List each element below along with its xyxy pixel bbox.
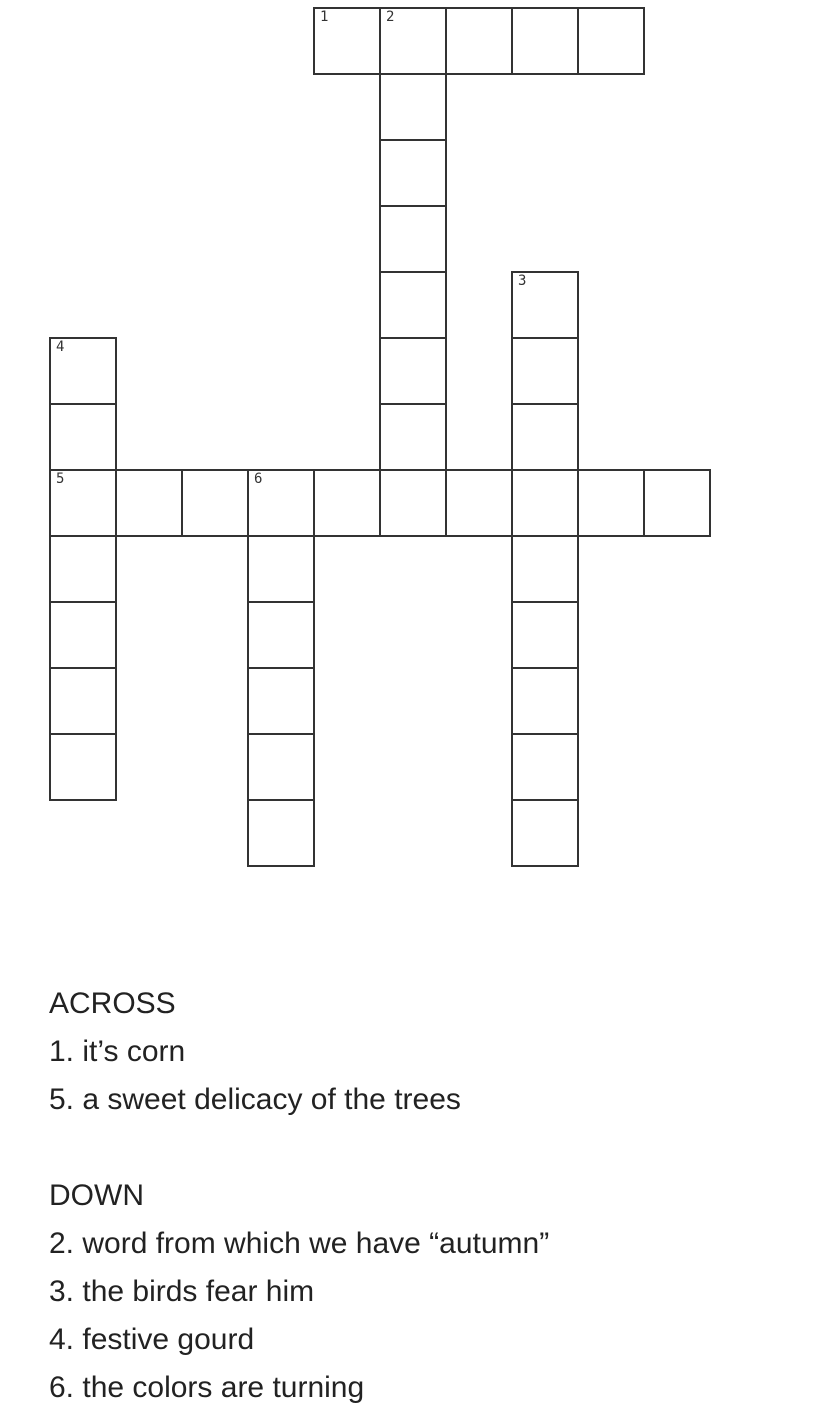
down-clue-3: 3. the birds fear him	[49, 1275, 315, 1308]
down-clue-4: 4. festive gourd	[49, 1323, 255, 1356]
crossword-cell[interactable]	[445, 7, 513, 75]
clue-number: 1	[320, 9, 329, 25]
crossword-cell[interactable]	[577, 469, 645, 537]
clue-spacer	[49, 1124, 809, 1172]
crossword-cell[interactable]	[379, 271, 447, 339]
clue-number: 6	[254, 471, 263, 487]
crossword-cell[interactable]	[445, 469, 513, 537]
across-clue-1: 1. it’s corn	[49, 1035, 186, 1068]
crossword-cell[interactable]	[379, 469, 447, 537]
across-clue-5: 5. a sweet delicacy of the trees	[49, 1083, 461, 1116]
clue-number: 3	[518, 273, 527, 289]
crossword-cell[interactable]	[181, 469, 249, 537]
clue-number: 5	[56, 471, 65, 487]
across-heading: ACROSS	[49, 987, 176, 1020]
crossword-cell[interactable]	[49, 535, 117, 603]
crossword-cell[interactable]	[511, 535, 579, 603]
crossword-cell[interactable]	[511, 403, 579, 471]
crossword-cell[interactable]	[511, 469, 579, 537]
crossword-cell[interactable]	[49, 733, 117, 801]
crossword-cell[interactable]	[49, 403, 117, 471]
crossword-cell[interactable]	[247, 535, 315, 603]
crossword-cell[interactable]	[49, 337, 117, 405]
clue-number: 4	[56, 339, 65, 355]
crossword-cell[interactable]	[511, 733, 579, 801]
crossword-cell[interactable]	[247, 733, 315, 801]
crossword-cell[interactable]	[379, 7, 447, 75]
crossword-cell[interactable]	[511, 7, 579, 75]
crossword-cell[interactable]	[115, 469, 183, 537]
crossword-cell[interactable]	[313, 469, 381, 537]
crossword-cell[interactable]	[379, 139, 447, 207]
crossword-cell[interactable]	[511, 799, 579, 867]
crossword-cell[interactable]	[379, 403, 447, 471]
crossword-cell[interactable]	[643, 469, 711, 537]
crossword-cell[interactable]	[247, 799, 315, 867]
crossword-cell[interactable]	[577, 7, 645, 75]
crossword-cell[interactable]	[49, 469, 117, 537]
crossword-cell[interactable]	[379, 337, 447, 405]
crossword-cell[interactable]	[379, 205, 447, 273]
down-clue-2: 2. word from which we have “autumn”	[49, 1227, 550, 1260]
clues-panel	[49, 980, 809, 1412]
clue-number: 2	[386, 9, 395, 25]
down-clue-6: 6. the colors are turning	[49, 1371, 365, 1404]
crossword-cell[interactable]	[511, 271, 579, 339]
crossword-cell[interactable]	[247, 601, 315, 669]
crossword-cell[interactable]	[247, 667, 315, 735]
crossword-cell[interactable]	[379, 73, 447, 141]
crossword-cell[interactable]	[313, 7, 381, 75]
down-heading: DOWN	[49, 1179, 144, 1212]
crossword-cell[interactable]	[511, 601, 579, 669]
crossword-cell[interactable]	[49, 601, 117, 669]
crossword-cell[interactable]	[511, 337, 579, 405]
crossword-cell[interactable]	[511, 667, 579, 735]
crossword-cell[interactable]	[49, 667, 117, 735]
crossword-cell[interactable]	[247, 469, 315, 537]
